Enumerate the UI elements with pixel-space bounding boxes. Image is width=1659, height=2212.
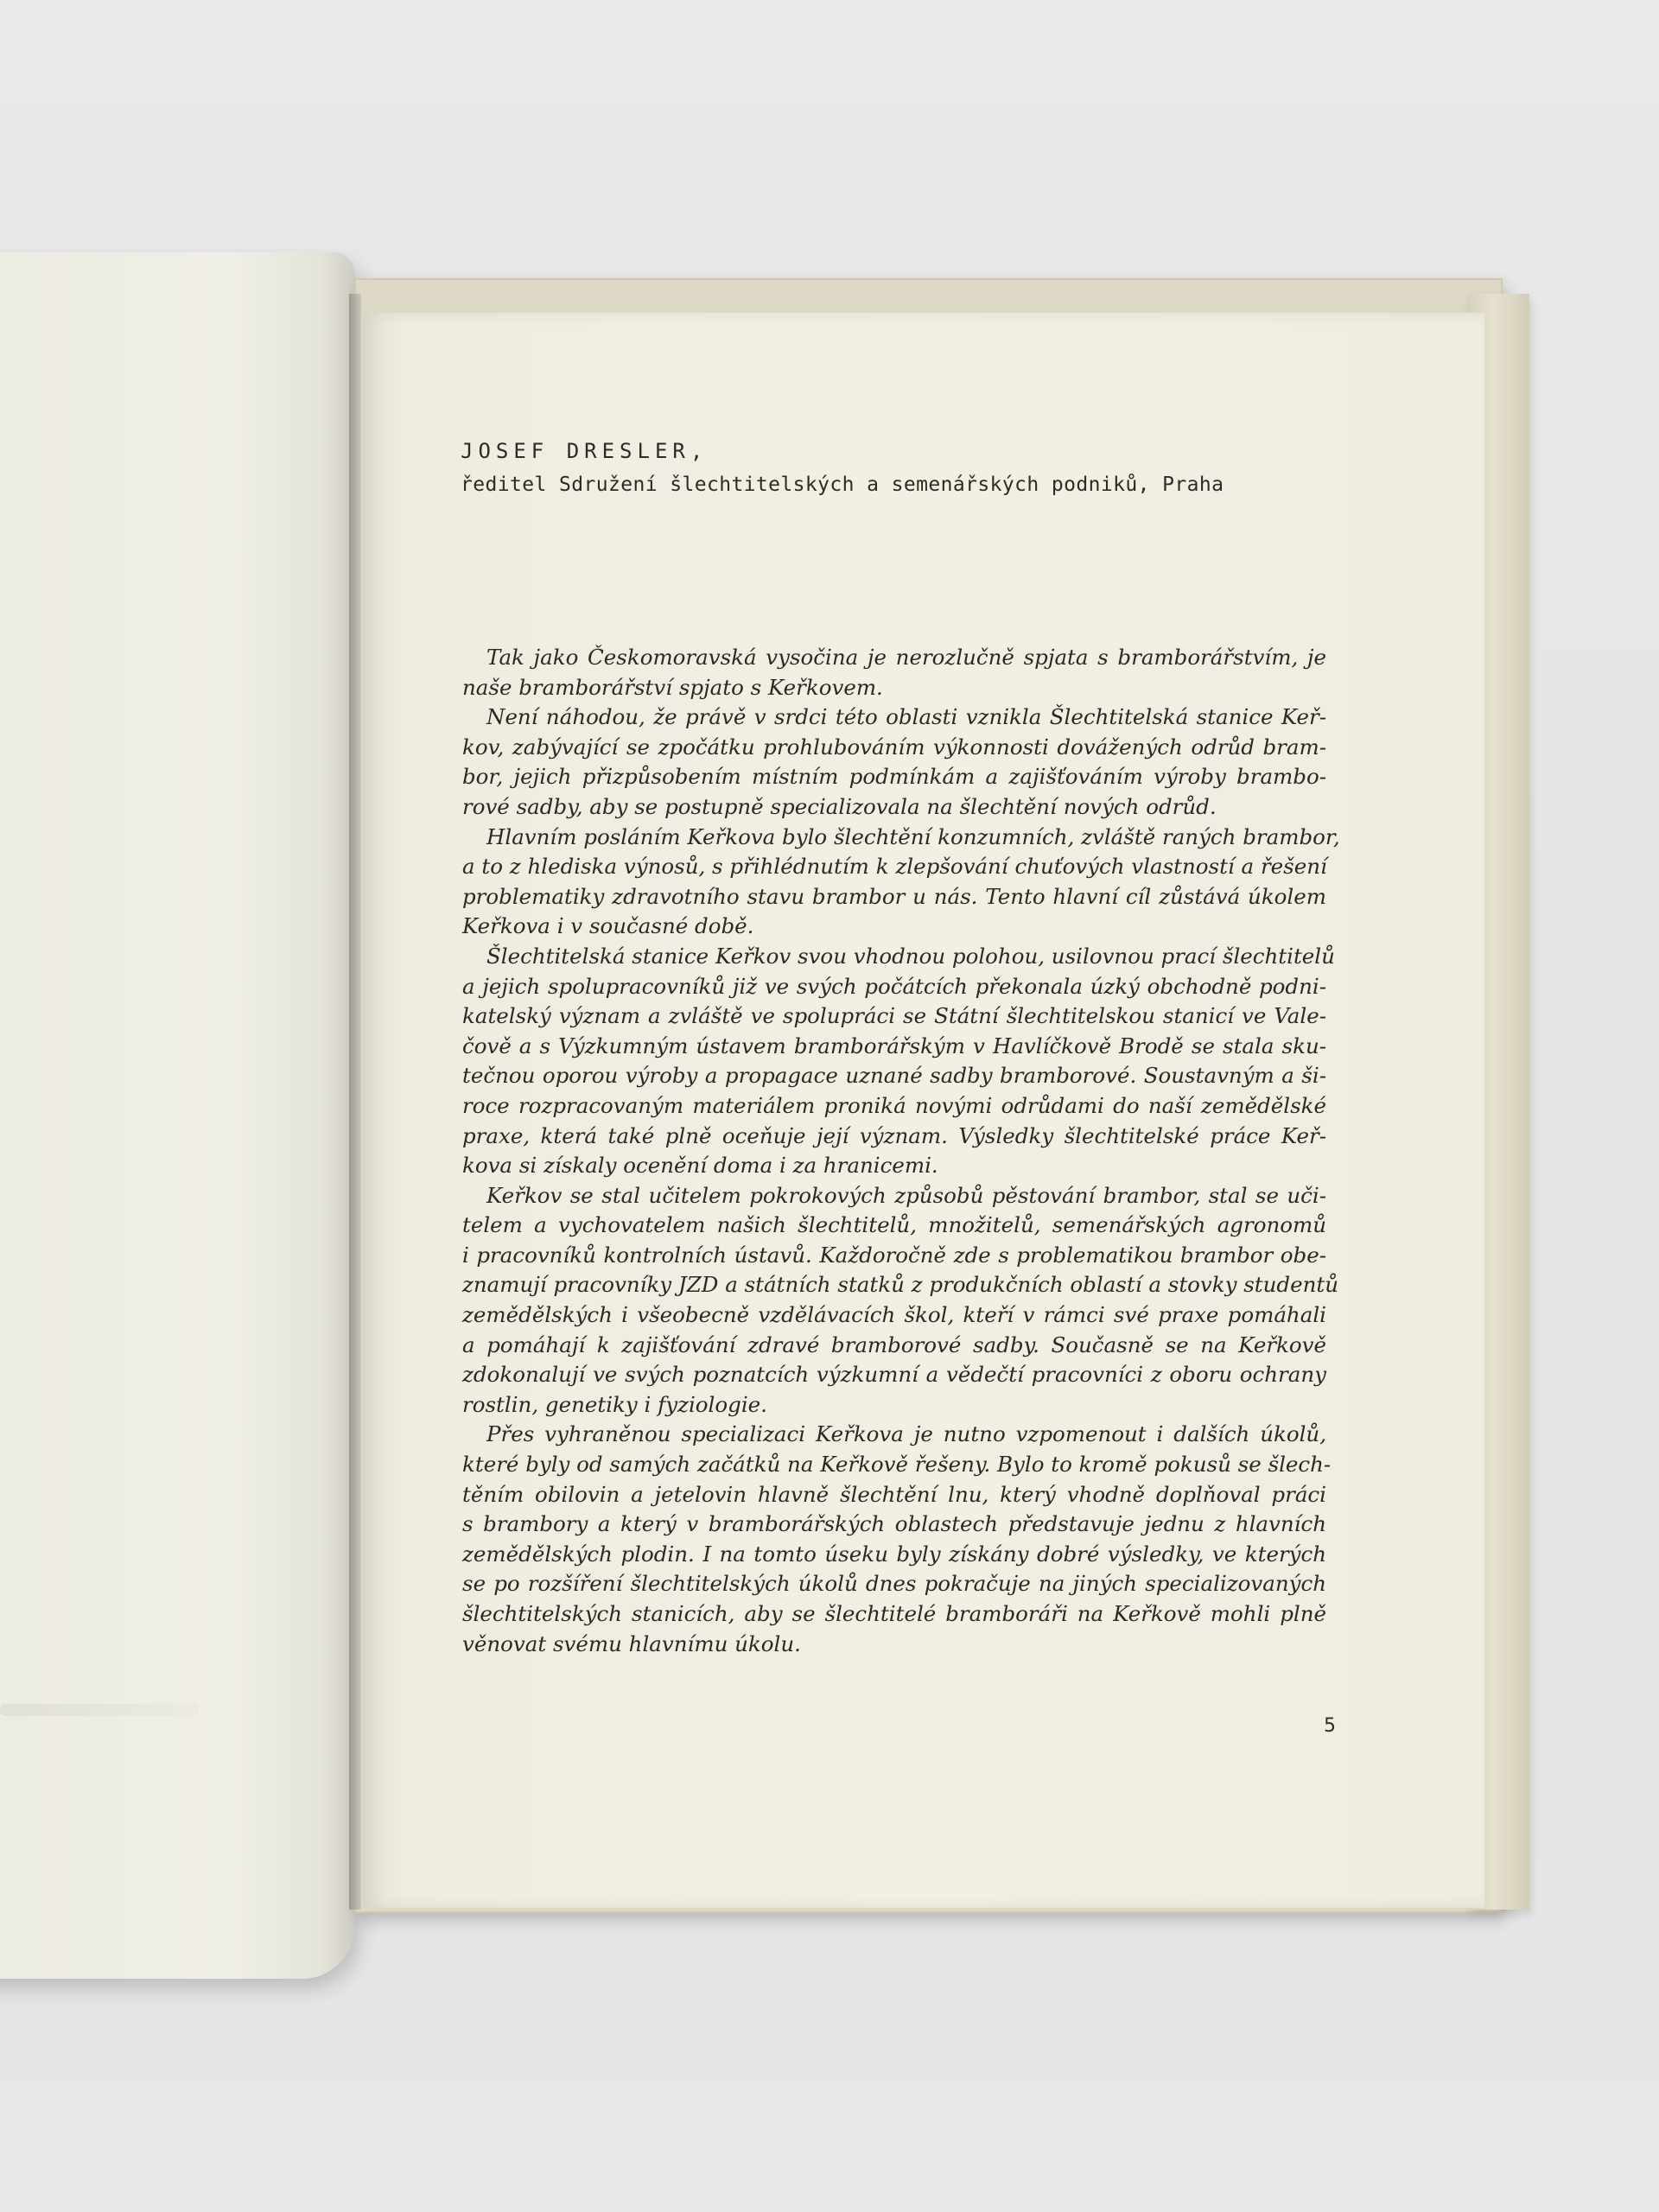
text-line: Hlavním posláním Keřkova bylo šlechtění konzumních, zvláště raných brambor,: [486, 823, 1340, 849]
text-line: zemědělských plodin. I na tomto úseku byly získány dobré výsledky, ve kterých: [462, 1541, 1326, 1567]
text-line: katelský význam a zvláště ve spolupráci se Státní šlechtitelskou stanicí ve Vale-: [462, 1003, 1326, 1029]
text-line: rové sadby, aby se postupně specializovala na šlechtění nových odrůd.: [462, 793, 1217, 819]
text-line: kov, zabývající se zpočátku prohlubováním výkonnosti dovážených odrůd bram-: [462, 734, 1326, 760]
text-line: praxe, která také plně oceňuje její význam. Výsledky šlechtitelské práce Keř-: [462, 1122, 1326, 1148]
text-line: telem a vychovatelem našich šlechtitelů, množitelů, semenářských agronomů: [462, 1212, 1326, 1238]
text-line: s brambory a který v bramborářských oblastech představuje jednu z hlavních: [462, 1511, 1326, 1537]
text-line: Keřkova i v současné době.: [462, 913, 754, 939]
text-line: se po rozšíření šlechtitelských úkolů dnes pokračuje na jiných specializovaných: [462, 1571, 1326, 1597]
text-line: Šlechtitelská stanice Keřkov svou vhodnou polohou, usilovnou prací šlechtitelů: [486, 943, 1335, 969]
body-text: [462, 643, 1340, 1659]
text-line: věnovat svému hlavnímu úkolu.: [462, 1630, 801, 1656]
text-line: rostlin, genetiky i fyziologie.: [462, 1391, 767, 1417]
text-line: zemědělských i všeobecně vzdělávacích škol, kteří v rámci své praxe pomáhali: [462, 1302, 1326, 1328]
book-spine: [349, 294, 361, 1910]
text-line: problematiky zdravotního stavu brambor u nás. Tento hlavní cíl zůstává úkolem: [462, 883, 1326, 909]
text-line: které byly od samých začátků na Keřkově řešeny. Bylo to kromě pokusů se šlech-: [462, 1452, 1332, 1478]
text-line: naše bramborářství spjato s Keřkovem.: [462, 674, 883, 700]
text-line: Není náhodou, že právě v srdci této oblasti vznikla Šlechtitelská stanice Keř-: [486, 704, 1326, 730]
text-line: Přes vyhraněnou specializaci Keřkova je nutno vzpomenout i dalších úkolů,: [486, 1421, 1326, 1447]
author-name: JOSEF DRESLER,: [461, 439, 709, 463]
text-line: Keřkov se stal učitelem pokrokových způsobů pěstování brambor, stal se uči-: [486, 1182, 1326, 1208]
text-line: roce rozpracovaným materiálem proniká novými odrůdami do naší zemědělské: [462, 1092, 1326, 1118]
left-facing-page: [0, 252, 354, 1979]
text-line: čově a s Výzkumným ústavem bramborářským v Havlíčkově Brodě se stala sku-: [462, 1033, 1326, 1058]
text-line: tečnou oporou výroby a propagace uznané sadby bramborové. Soustavným a ši-: [462, 1063, 1326, 1089]
text-line: znamují pracovníky JZD a státních statků z produkčních oblastí a stovky studentů: [462, 1272, 1339, 1298]
page-number: 5: [1324, 1715, 1336, 1737]
left-page-bleed-through: [0, 1704, 199, 1716]
text-line: šlechtitelských stanicích, aby se šlechtitelé bramboráři na Keřkově mohli plně: [462, 1601, 1326, 1626]
text-line: těním obilovin a jetelovin hlavně šlechtění lnu, který vhodně doplňoval práci: [462, 1481, 1326, 1507]
text-line: zdokonalují ve svých poznatcích výzkumní a vědečtí pracovníci z oboru ochrany: [462, 1362, 1326, 1388]
text-line: Tak jako Českomoravská vysočina je nerozlučně spjata s bramborářstvím, je: [486, 645, 1326, 670]
text-line: bor, jejich přizpůsobením místním podmínkám a zajišťováním výroby brambo-: [462, 764, 1326, 790]
text-line: a pomáhají k zajišťování zdravé bramborové sadby. Současně se na Keřkově: [462, 1332, 1326, 1357]
text-line: a to z hlediska výnosů, s přihlédnutím k zlepšování chuťových vlastností a řešení: [462, 854, 1327, 880]
text-line: a jejich spolupracovníků již ve svých počátcích překonala úzký obchodně podni-: [462, 973, 1326, 999]
text-line: kova si získaly ocenění doma i za hranicemi.: [462, 1153, 938, 1179]
author-role: ředitel Sdružení šlechtitelských a semenářských podniků, Praha: [461, 474, 1224, 496]
text-line: i pracovníků kontrolních ústavů. Každoročně zde s problematikou brambor obe-: [462, 1242, 1326, 1268]
